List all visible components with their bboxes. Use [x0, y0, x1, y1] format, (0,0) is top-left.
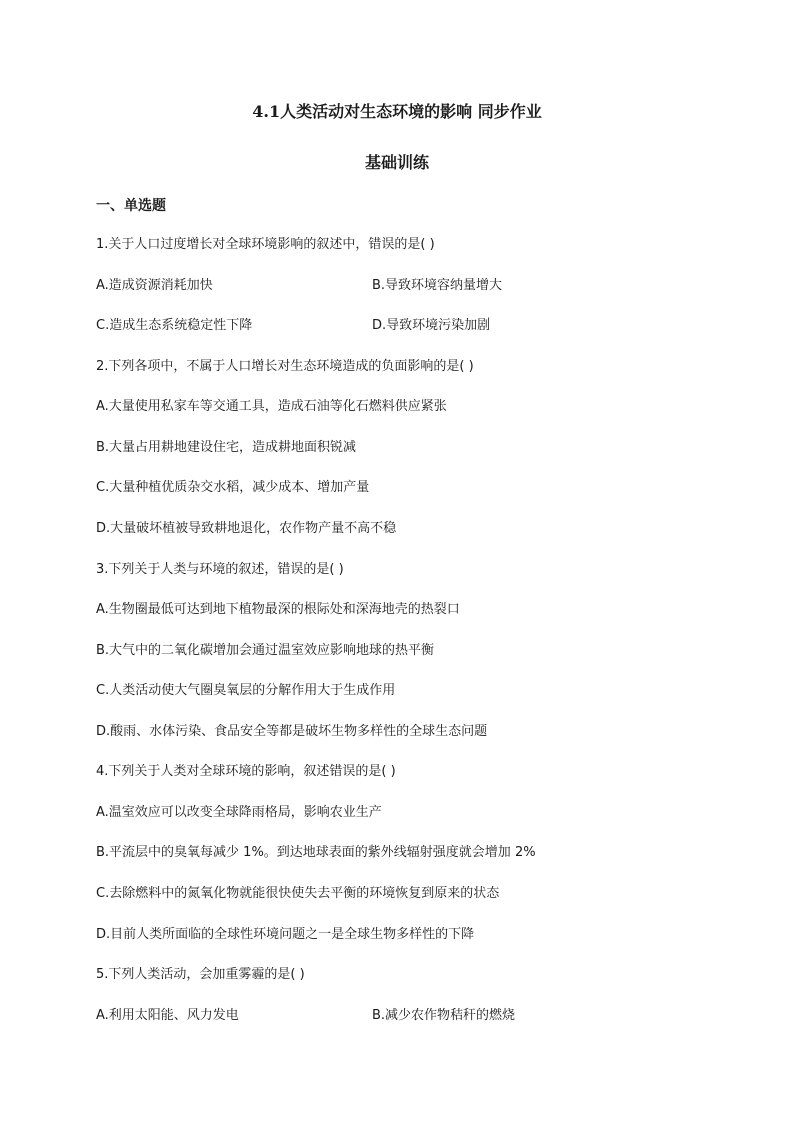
- question-4-option-d: D.目前人类所面临的全球性环境问题之一是全球生物多样性的下降: [96, 927, 475, 942]
- section-heading: 一、单选题: [96, 198, 166, 214]
- question-3-option-c: C.人类活动使大气圈臭氧层的分解作用大于生成作用: [96, 683, 396, 698]
- question-1-option-a: A.造成资源消耗加快: [96, 278, 213, 293]
- question-4-option-c: C.去除燃料中的氮氧化物就能很快使失去平衡的环境恢复到原来的状态: [96, 886, 500, 901]
- question-1-option-c: C.造成生态系统稳定性下降: [96, 318, 253, 333]
- question-stem-2: 2.下列各项中，不属于人口增长对生态环境造成的负面影响的是( ): [96, 359, 474, 374]
- question-3-option-b: B.大气中的二氧化碳增加会通过温室效应影响地球的热平衡: [96, 643, 435, 658]
- question-2-option-a: A.大量使用私家车等交通工具，造成石油等化石燃料供应紧张: [96, 399, 447, 414]
- question-4-option-a: A.温室效应可以改变全球降雨格局，影响农业生产: [96, 805, 382, 820]
- document-subtitle: 基础训练: [364, 153, 429, 172]
- question-stem-4: 4.下列关于人类对全球环境的影响，叙述错误的是( ): [96, 764, 396, 779]
- question-5-option-a: A.利用太阳能、风力发电: [96, 1008, 239, 1023]
- question-3-option-a: A.生物圈最低可达到地下植物最深的根际处和深海地壳的热裂口: [96, 602, 460, 617]
- question-5-option-b: B.减少农作物秸秆的燃烧: [372, 1008, 516, 1023]
- question-1-option-b: B.导致环境容纳量增大: [372, 278, 503, 293]
- question-1-option-d: D.导致环境污染加剧: [372, 318, 491, 333]
- question-stem-3: 3.下列关于人类与环境的叙述，错误的是( ): [96, 562, 344, 577]
- question-stem-1: 1.关于人口过度增长对全球环境影响的叙述中，错误的是( ): [96, 237, 435, 252]
- question-2-option-c: C.大量种植优质杂交水稻，减少成本、增加产量: [96, 480, 370, 495]
- question-stem-5: 5.下列人类活动，会加重雾霾的是( ): [96, 967, 305, 982]
- question-2-option-d: D.大量破坏植被导致耕地退化，农作物产量不高不稳: [96, 521, 397, 536]
- question-3-option-d: D.酸雨、水体污染、食品安全等都是破坏生物多样性的全球生态问题: [96, 724, 488, 739]
- document-title: 4.1人类活动对生态环境的影响 同步作业: [252, 102, 542, 121]
- question-2-option-b: B.大量占用耕地建设住宅，造成耕地面积锐减: [96, 440, 357, 455]
- question-4-option-b: B.平流层中的臭氧每减少 1%。到达地球表面的紫外线辐射强度就会增加 2%: [96, 845, 536, 860]
